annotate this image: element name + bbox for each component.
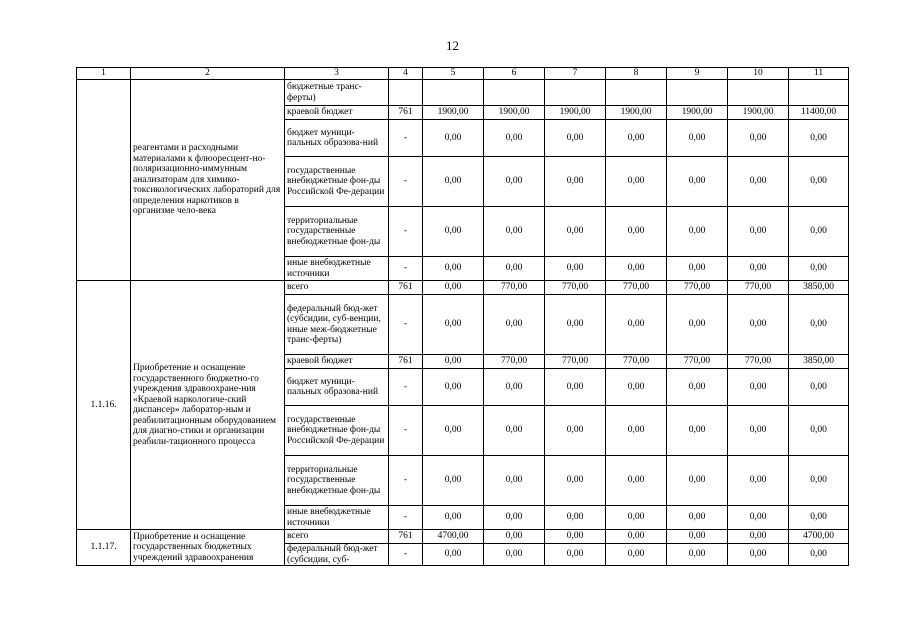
- amount-cell: 0,00: [606, 506, 667, 530]
- code-cell: -: [389, 506, 423, 530]
- amount-cell: 0,00: [667, 544, 728, 566]
- amount-cell: 1900,00: [423, 106, 484, 120]
- amount-cell: 0,00: [545, 207, 606, 257]
- amount-cell: 0,00: [545, 157, 606, 207]
- total-cell: 3850,00: [789, 281, 849, 295]
- total-cell: 0,00: [789, 257, 849, 281]
- amount-cell: 0,00: [606, 544, 667, 566]
- amount-cell: 770,00: [606, 281, 667, 295]
- header-row: [77, 68, 849, 80]
- funding-source: территориальные государственные внебюджетные фон-ды: [285, 207, 389, 257]
- total-cell: 0,00: [789, 120, 849, 157]
- amount-cell: 0,00: [484, 544, 545, 566]
- code-cell: -: [389, 456, 423, 506]
- amount-cell: 0,00: [667, 456, 728, 506]
- total-cell: 0,00: [789, 456, 849, 506]
- amount-cell: 0,00: [423, 207, 484, 257]
- amount-cell: 0,00: [606, 406, 667, 456]
- amount-cell: 0,00: [423, 281, 484, 295]
- code-cell: -: [389, 257, 423, 281]
- total-cell: 4700,00: [789, 530, 849, 544]
- amount-cell: 770,00: [484, 355, 545, 369]
- amount-cell: 0,00: [667, 530, 728, 544]
- code-cell: 761: [389, 355, 423, 369]
- amount-cell: 0,00: [728, 369, 789, 406]
- funding-source: всего: [285, 530, 389, 544]
- amount-cell: 770,00: [484, 281, 545, 295]
- total-cell: 0,00: [789, 157, 849, 207]
- amount-cell: 0,00: [606, 295, 667, 355]
- amount-cell: 4700,00: [423, 530, 484, 544]
- amount-cell: 770,00: [545, 281, 606, 295]
- amount-cell: 0,00: [423, 120, 484, 157]
- amount-cell: 0,00: [545, 506, 606, 530]
- funding-source: краевой бюджет: [285, 106, 389, 120]
- amount-cell: 770,00: [728, 281, 789, 295]
- amount-cell: 1900,00: [545, 106, 606, 120]
- amount-cell: 0,00: [484, 406, 545, 456]
- total-cell: [789, 80, 849, 106]
- item-title: реагентами и расходными материалами к флюоресцент-но-поляризационно-иммунным анализаторам для химико-токсикологических лабораторий для определения наркотиков в организме чело-века: [131, 80, 285, 281]
- total-cell: 0,00: [789, 544, 849, 566]
- amount-cell: [423, 80, 484, 106]
- code-cell: [389, 80, 423, 106]
- amount-cell: 0,00: [423, 406, 484, 456]
- amount-cell: 770,00: [728, 355, 789, 369]
- funding-source: территориальные государственные внебюджетные фон-ды: [285, 456, 389, 506]
- funding-source: бюджетные транс-ферты): [285, 80, 389, 106]
- amount-cell: 0,00: [667, 257, 728, 281]
- amount-cell: 0,00: [606, 157, 667, 207]
- amount-cell: 0,00: [545, 369, 606, 406]
- code-cell: 761: [389, 106, 423, 120]
- amount-cell: 0,00: [423, 295, 484, 355]
- column-header: 1: [77, 68, 131, 80]
- funding-source: краевой бюджет: [285, 355, 389, 369]
- code-cell: -: [389, 295, 423, 355]
- funding-source: всего: [285, 281, 389, 295]
- amount-cell: 0,00: [423, 157, 484, 207]
- total-cell: 11400,00: [789, 106, 849, 120]
- amount-cell: [545, 80, 606, 106]
- amount-cell: [606, 80, 667, 106]
- amount-cell: 0,00: [484, 157, 545, 207]
- amount-cell: 0,00: [423, 506, 484, 530]
- column-header: 8: [606, 68, 667, 80]
- amount-cell: [484, 80, 545, 106]
- column-header: 10: [728, 68, 789, 80]
- funding-source: иные внебюджетные источники: [285, 506, 389, 530]
- table-row: [77, 80, 849, 106]
- budget-table: [76, 67, 849, 566]
- amount-cell: 0,00: [728, 207, 789, 257]
- table-row: [77, 281, 849, 295]
- amount-cell: 0,00: [606, 207, 667, 257]
- code-cell: 761: [389, 530, 423, 544]
- amount-cell: 0,00: [728, 257, 789, 281]
- column-header: 6: [484, 68, 545, 80]
- amount-cell: 0,00: [545, 456, 606, 506]
- code-cell: -: [389, 406, 423, 456]
- amount-cell: 0,00: [606, 456, 667, 506]
- amount-cell: 0,00: [423, 369, 484, 406]
- amount-cell: 0,00: [728, 295, 789, 355]
- amount-cell: 770,00: [606, 355, 667, 369]
- amount-cell: 770,00: [545, 355, 606, 369]
- amount-cell: 0,00: [667, 120, 728, 157]
- amount-cell: 0,00: [545, 257, 606, 281]
- amount-cell: 0,00: [484, 506, 545, 530]
- total-cell: 0,00: [789, 207, 849, 257]
- amount-cell: 770,00: [667, 281, 728, 295]
- total-cell: 0,00: [789, 295, 849, 355]
- amount-cell: 0,00: [545, 406, 606, 456]
- amount-cell: 0,00: [728, 544, 789, 566]
- column-header: 7: [545, 68, 606, 80]
- amount-cell: 1900,00: [667, 106, 728, 120]
- amount-cell: 0,00: [484, 120, 545, 157]
- amount-cell: 0,00: [545, 530, 606, 544]
- amount-cell: 0,00: [667, 207, 728, 257]
- amount-cell: 1900,00: [484, 106, 545, 120]
- column-header: 5: [423, 68, 484, 80]
- amount-cell: 0,00: [545, 544, 606, 566]
- amount-cell: 0,00: [667, 369, 728, 406]
- column-header: 9: [667, 68, 728, 80]
- amount-cell: 0,00: [484, 456, 545, 506]
- amount-cell: 0,00: [484, 295, 545, 355]
- code-cell: -: [389, 120, 423, 157]
- funding-source: бюджет муници-пальных образова-ний: [285, 369, 389, 406]
- total-cell: 0,00: [789, 406, 849, 456]
- amount-cell: 0,00: [423, 355, 484, 369]
- amount-cell: 1900,00: [728, 106, 789, 120]
- amount-cell: 0,00: [484, 207, 545, 257]
- amount-cell: 0,00: [728, 456, 789, 506]
- funding-source: бюджет муници-пальных образова-ний: [285, 120, 389, 157]
- funding-source: федеральный бюд-жет (субсидии, суб-: [285, 544, 389, 566]
- amount-cell: 0,00: [545, 295, 606, 355]
- amount-cell: 0,00: [606, 120, 667, 157]
- amount-cell: 0,00: [606, 369, 667, 406]
- amount-cell: [667, 80, 728, 106]
- amount-cell: 0,00: [728, 406, 789, 456]
- code-cell: -: [389, 157, 423, 207]
- amount-cell: 1900,00: [606, 106, 667, 120]
- amount-cell: 0,00: [606, 257, 667, 281]
- item-title: Приобретение и оснащение государственных бюджетных учреждений здравоохранения: [131, 530, 285, 566]
- code-cell: -: [389, 544, 423, 566]
- code-cell: -: [389, 207, 423, 257]
- amount-cell: 0,00: [606, 530, 667, 544]
- column-header: 4: [389, 68, 423, 80]
- amount-cell: 0,00: [545, 120, 606, 157]
- table-body: [77, 68, 849, 566]
- total-cell: 0,00: [789, 506, 849, 530]
- amount-cell: 0,00: [484, 530, 545, 544]
- column-header: 3: [285, 68, 389, 80]
- amount-cell: 0,00: [728, 530, 789, 544]
- code-cell: -: [389, 369, 423, 406]
- amount-cell: 0,00: [667, 157, 728, 207]
- amount-cell: 0,00: [728, 506, 789, 530]
- amount-cell: 0,00: [728, 120, 789, 157]
- amount-cell: 0,00: [484, 369, 545, 406]
- amount-cell: 0,00: [667, 406, 728, 456]
- item-index: [77, 80, 131, 281]
- column-header: 2: [131, 68, 285, 80]
- amount-cell: 0,00: [423, 544, 484, 566]
- item-index: 1.1.16.: [77, 281, 131, 530]
- code-cell: 761: [389, 281, 423, 295]
- item-title: Приобретение и оснащение государственного бюджетно-го учреждения здравоохране-ния «Краевой наркологиче-ский диспансер» лаборатор-ным и реабилитационным оборудованием для диагно-стики и организации реабили-тационного процесса: [131, 281, 285, 530]
- column-header: 11: [789, 68, 849, 80]
- total-cell: 0,00: [789, 369, 849, 406]
- funding-source: иные внебюджетные источники: [285, 257, 389, 281]
- amount-cell: [728, 80, 789, 106]
- funding-source: государственные внебюджетные фон-ды Российской Фе-дерации: [285, 406, 389, 456]
- item-index: 1.1.17.: [77, 530, 131, 566]
- amount-cell: 0,00: [484, 257, 545, 281]
- page-number: 12: [446, 38, 459, 53]
- amount-cell: 0,00: [423, 257, 484, 281]
- amount-cell: 770,00: [667, 355, 728, 369]
- funding-source: государственные внебюджетные фон-ды Российской Фе-дерации: [285, 157, 389, 207]
- table-row: [77, 530, 849, 544]
- funding-source: федеральный бюд-жет (субсидии, суб-венции, иные меж-бюджетные транс-ферты): [285, 295, 389, 355]
- amount-cell: 0,00: [667, 506, 728, 530]
- amount-cell: 0,00: [667, 295, 728, 355]
- total-cell: 3850,00: [789, 355, 849, 369]
- amount-cell: 0,00: [423, 456, 484, 506]
- amount-cell: 0,00: [728, 157, 789, 207]
